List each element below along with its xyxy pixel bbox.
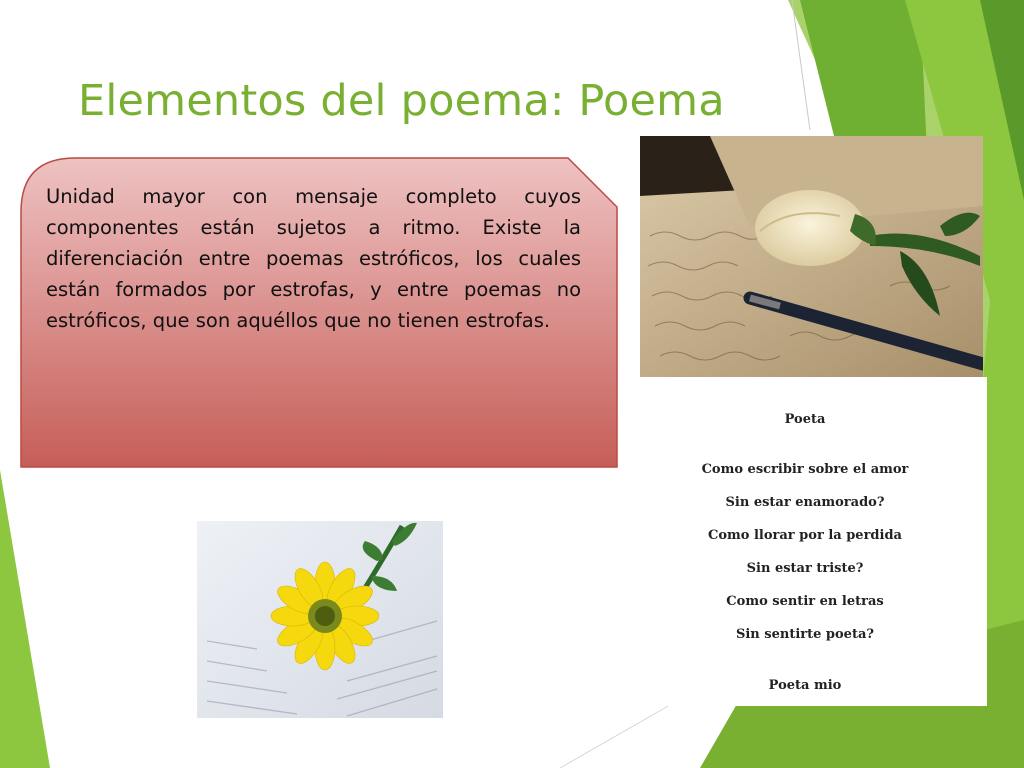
poem-line-1: Como escribir sobre el amor xyxy=(701,462,909,477)
poem-line-6: Sin sentirte poeta? xyxy=(735,627,875,642)
poem-signature: Poeta mio xyxy=(768,678,842,693)
definition-box xyxy=(20,157,618,468)
poem-title: Poeta xyxy=(784,412,826,427)
poem-card xyxy=(640,377,987,706)
slide-title: Elementos del poema: Poema xyxy=(78,76,725,126)
poem-line-3: Como llorar por la perdida xyxy=(708,528,902,543)
rose-pen-photo xyxy=(640,136,983,377)
poem-line-5: Como sentir en letras xyxy=(726,594,884,609)
poem-line-2: Sin estar enamorado? xyxy=(725,495,885,510)
poem-line-4: Sin estar triste? xyxy=(746,561,864,576)
daisy-book-photo xyxy=(197,521,443,718)
definition-text: Unidad mayor con mensaje completo cuyos componentes están sujetos a ritmo. Existe la diferenciación entre poemas estróficos, los cuales están formados por estrofas, y entre poemas no estróficos, que son aquéllos que no tienen estrofas. xyxy=(46,185,581,332)
